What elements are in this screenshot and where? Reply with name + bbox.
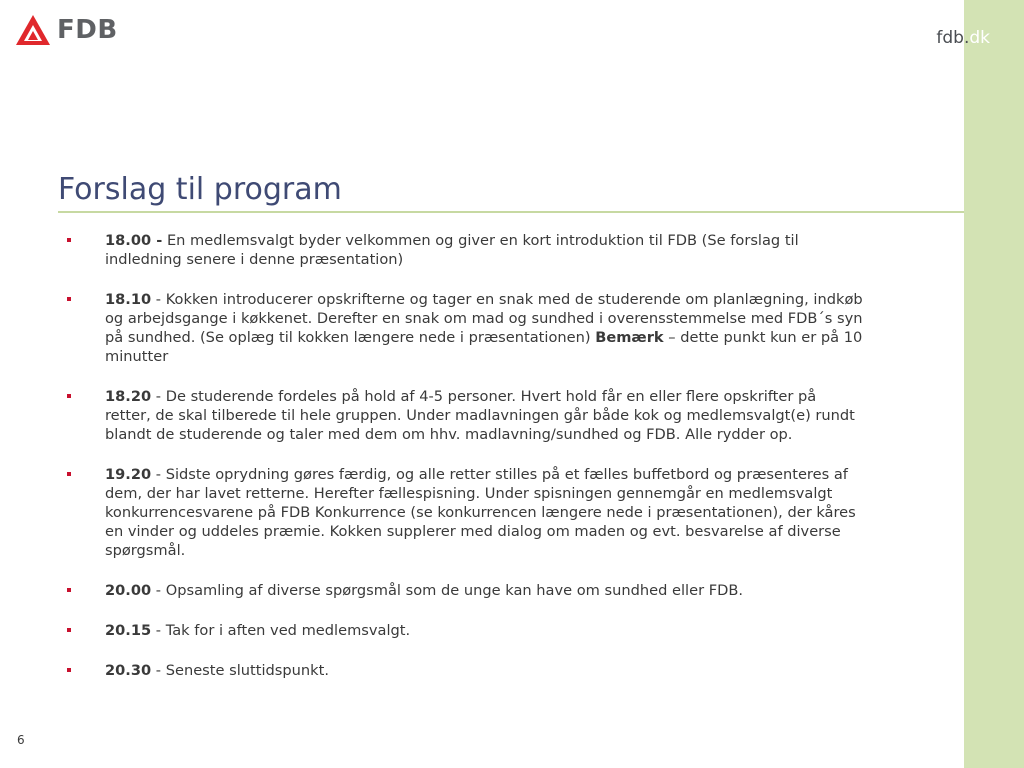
program-text: - Seneste sluttidspunkt. [151, 662, 329, 679]
program-text: En medlemsvalgt byder velkommen og giver en kort introduktion til FDB (Se forslag til indledning senere i denne præsentation) [105, 232, 799, 268]
bullet-icon [67, 238, 71, 242]
program-time: 18.10 [105, 291, 152, 308]
program-list [64, 231, 864, 701]
fdb-logo [15, 14, 118, 46]
program-text: - Sidste oprydning gøres færdig, og alle retter stilles på et fælles buffetbord og præsenteres af dem, der har lavet retterne. Herefter fællespisning. Under spisningen gennemgår en medlemsvalgt konkurrencesvarene på FDB Konkurrence (se konkurrencen længere nede i præsentationen), der kåres en vinder og uddeles præmie. Kokken supplerer med dialog om maden og evt. besvarelse af diverse spørgsmål. [105, 466, 856, 559]
program-time: 20.15 [105, 622, 152, 639]
program-text: - Tak for i aften ved medlemsvalgt. [151, 622, 411, 639]
bullet-icon [67, 588, 71, 592]
program-time: 18.20 [105, 388, 152, 405]
bullet-icon [67, 297, 71, 301]
program-item [64, 387, 864, 444]
program-time: 18.00 - [105, 232, 163, 249]
program-note-text: – dette punkt kun er på 10 minutter [105, 329, 863, 365]
bullet-icon [67, 472, 71, 476]
slide-number: 6 [17, 733, 25, 747]
fdb-logo-icon [15, 14, 51, 46]
program-time: 20.30 [105, 662, 152, 679]
program-item [64, 661, 864, 680]
program-text: - Opsamling af diverse spørgsmål som de unge kan have om sundhed eller FDB. [151, 582, 744, 599]
bullet-icon [67, 628, 71, 632]
site-url-main: fdb [936, 28, 964, 48]
bullet-icon [67, 668, 71, 672]
program-text: - Kokken introducerer opskrifterne og tager en snak med de studerende om planlægning, indkøb og arbejdsgange i køkkenet. Derefter en snak om mad og sundhed i overensstemmelse med FDB´s syn på sundhed. (Se oplæg til kokken længere nede i præsentationen) [105, 291, 863, 346]
program-item [64, 290, 864, 366]
program-note: Bemærk [595, 329, 664, 346]
program-time: 19.20 [105, 466, 152, 483]
program-time: 20.00 [105, 582, 152, 599]
site-url: fdb.dk [936, 28, 990, 48]
program-item [64, 231, 864, 269]
site-url-tld: dk [969, 28, 990, 48]
logo-wordmark: FDB [57, 15, 118, 45]
bullet-icon [67, 394, 71, 398]
title-divider [58, 211, 964, 213]
program-item [64, 465, 864, 560]
program-item [64, 581, 864, 600]
page-title: Forslag til program [58, 172, 342, 207]
program-text: - De studerende fordeles på hold af 4-5 personer. Hvert hold får en eller flere opskrifter på retter, de skal tilberede til hele gruppen. Under madlavningen går både kok og medlemsvalgt(e) rundt blandt de studerende og taler med dem om hhv. madlavning/sundhed og FDB. Alle rydder op. [105, 388, 855, 443]
side-accent-band [964, 0, 1024, 768]
program-item [64, 621, 864, 640]
